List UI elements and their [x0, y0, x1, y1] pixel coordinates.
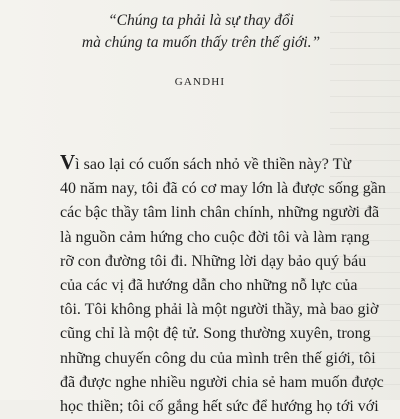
body-line: các bậc thầy tâm linh chân chính, những người đã [60, 204, 380, 222]
body-line: đã được nghe nhiều người chia sẻ ham muốn được [60, 373, 384, 391]
epigraph-quote [76, 10, 326, 54]
body-line: 40 năm nay, tôi đã có cơ may lớn là được sống gần [60, 180, 386, 198]
body-line: của các vị đã hướng dẫn cho những nỗ lực của [60, 277, 358, 295]
quote-line-1: “Chúng ta phải là sự thay đổi [108, 12, 294, 29]
quote-author: GANDHI [174, 76, 226, 88]
body-line: là nguồn cảm hứng cho cuộc đời tôi và làm rạng [60, 228, 370, 246]
body-paragraph [60, 150, 390, 419]
body-line: Vì sao lại có cuốn sách nhỏ về thiền này? Từ [60, 150, 352, 174]
drop-cap: V [60, 150, 76, 174]
body-line: những chuyến công du của mình trên thế giới, tôi [60, 349, 376, 367]
body-line: học thiền; tôi cố gắng hết sức để hướng họ tới với [60, 398, 379, 416]
body-line: rỡ con đường tôi đi. Những lời dạy bảo quý báu [60, 252, 367, 270]
body-line: cũng chỉ là một đệ tử. Song thường xuyên, trong [60, 325, 371, 343]
quote-line-2: mà chúng ta muốn thấy trên thế giới.” [81, 34, 321, 51]
body-line: tôi. Tôi không phải là một người thầy, mà bao giờ [60, 301, 379, 319]
